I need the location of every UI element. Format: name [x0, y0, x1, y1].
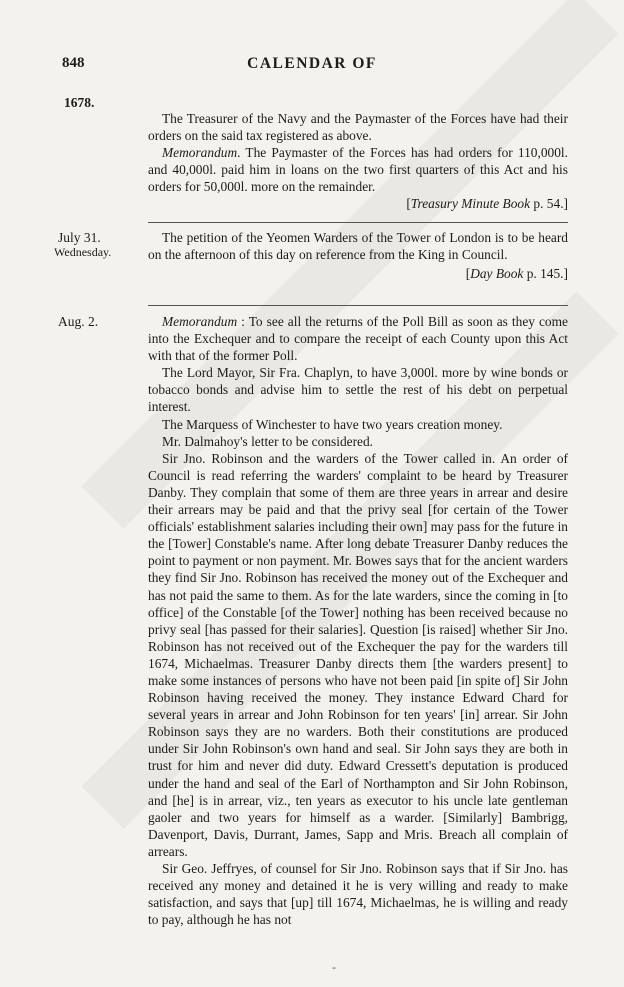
running-title: CALENDAR OF — [247, 55, 377, 72]
paragraph: The Treasurer of the Navy and the Paymaster of the Forces have had their orders on the said tax registered as above. — [148, 111, 568, 144]
weekday-label: Wednesday. — [54, 245, 112, 259]
year-label: 1678. — [64, 95, 95, 110]
section-divider — [148, 222, 568, 223]
memorandum-paragraph: Memorandum : To see all the returns of the Poll Bill as soon as they come into the Exchequer and to compare the receipt of each County upon this Act with that of the former Poll. — [148, 314, 568, 364]
source-reference: [Day Book p. 145.] — [465, 266, 568, 282]
entry — [148, 110, 568, 213]
entry-date — [54, 230, 144, 260]
page-number: 848 — [62, 55, 85, 71]
date-label: July 31. — [58, 230, 101, 245]
source-reference: [Treasury Minute Book p. 54.] — [406, 196, 568, 212]
paragraph: The Lord Mayor, Sir Fra. Chaplyn, to have 3,000l. more by wine bonds or tobacco bonds and advise him to settle the rest of his debt on perpetual interest. — [148, 365, 568, 415]
section-divider — [148, 305, 568, 306]
source-title: Day Book — [470, 266, 524, 282]
entry-date — [58, 314, 144, 329]
entry — [148, 313, 568, 928]
paragraph: Sir Jno. Robinson and the warders of the Tower called in. An order of Council is read referring the warders' complaint to be heard by Treasurer Danby. They complain that some of them are three years in arrear and desire their arrears may be paid and that the privy seal [for certain of the Tower officials' establishment salaries including their own] may pass for the future in the [Tower] Constable's name. After long debate Treasurer Danby reduces the point to payment or non payment. Mr. Bowes says that for the ancient warders they find Sir Jno. Robinson has received the money out of the Exchequer and has not paid the same to them. As for the late warders, since the coming in [to office] of the Constable [of the Tower] nothing has been received because no privy seal [has passed for their salaries]. Question [is raised] whether Sir Jno. Robinson has not received out of the Exchequer the pay for the warders till 1674, Michaelmas. Treasurer Danby directs them [the warders present] to make some instances of persons who have not been paid [in spite of] Sir John Robinson having received the money. They instance Edward Chard for several years in arrear and John Robinson for ten years' [in] arrear. Sir John Robinson says they are no warders. Both their constitutions are produced under Sir John Robinson's own hand and seal. Sir John says they are both in trust for him and never did duty. Edward Cressett's deputation is produced under the hand and seal of the Earl of Northampton and Sir John Robinson, and [he] is in arrear, viz., ten years as executor to his uncle late gentleman gaoler and two years for himself as a warder. [Similarly] Bambrigg, Davenport, Davis, Durrant, James, Sapp and Mris. Breach all complain of arrears. — [148, 450, 568, 859]
date-label: Aug. 2. — [58, 314, 99, 329]
paragraph: The petition of the Yeomen Warders of the Tower of London is to be heard on the afternoon of this day on reference from the King in Council. — [148, 230, 568, 263]
paragraph: Mr. Dalmahoy's letter to be considered. — [162, 433, 374, 449]
footer-mark: - — [332, 960, 336, 974]
paragraph: Sir Geo. Jeffryes, of counsel for Sir Jno. Robinson says that if Sir Jno. has received any money and detained it he is very willing and ready to make satisfaction, and says that [up] till 1674, Michaelmas, he is willing and ready to pay, although he has not — [148, 861, 568, 928]
memorandum-paragraph: Memorandum. The Paymaster of the Forces has had orders for 110,000l. and 40,000l. paid him in loans on the two first quarters of this Act and his orders for 50,000l. more on the remainder. — [148, 145, 568, 195]
source-title: Treasury Minute Book — [410, 196, 531, 212]
page-header — [0, 55, 624, 77]
paragraph: The Marquess of Winchester to have two years creation money. — [162, 416, 503, 432]
entry — [148, 229, 568, 282]
